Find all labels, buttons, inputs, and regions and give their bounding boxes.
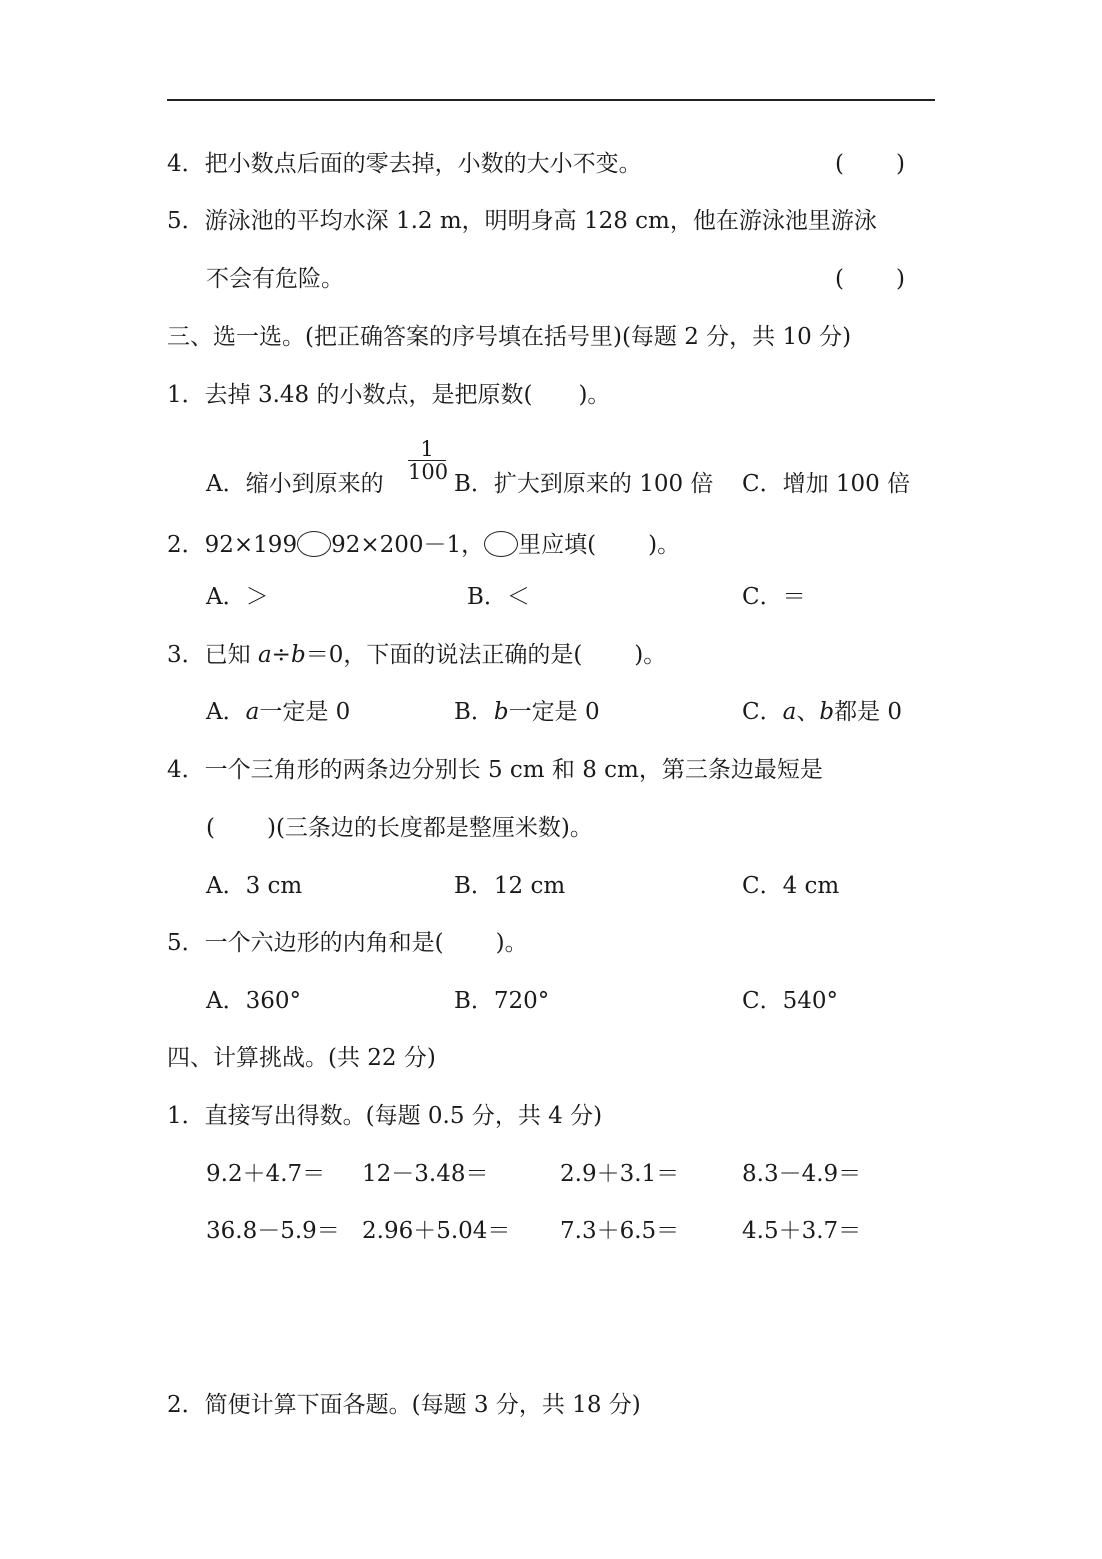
- mc4-option-b[interactable]: B．12 cm: [454, 873, 566, 899]
- top-rule: [167, 99, 935, 101]
- mc1-option-a[interactable]: A．缩小到原来的: [206, 471, 384, 497]
- mc5-option-b[interactable]: B．720°: [454, 988, 550, 1014]
- section-3-heading: 三、选一选。(把正确答案的序号填在括号里)(每题 2 分，共 10 分): [167, 324, 852, 350]
- mc-question-5: 5．一个六边形的内角和是( )。: [167, 930, 528, 956]
- mc-question-4: 4．一个三角形的两条边分别长 5 cm 和 8 cm，第三条边最短是: [167, 757, 823, 783]
- mc-question-4-line2: ( )(三条边的长度都是整厘米数)。: [206, 815, 593, 841]
- tf-question-5: 5．游泳池的平均水深 1.2 m，明明身高 128 cm，他在游泳池里游泳: [167, 208, 877, 234]
- mc4-option-c[interactable]: C．4 cm: [742, 873, 840, 899]
- mc2-option-b[interactable]: B．＜: [467, 584, 530, 610]
- calc-item[interactable]: 2.9＋3.1＝: [560, 1161, 680, 1187]
- mc4-option-a[interactable]: A．3 cm: [206, 873, 303, 899]
- mc5-option-c[interactable]: C．540°: [742, 988, 838, 1014]
- compare-circle[interactable]: [297, 531, 331, 557]
- calc-item[interactable]: 12－3.48＝: [362, 1161, 489, 1187]
- answer-paren-tf5[interactable]: ( ): [835, 266, 905, 292]
- mc-question-2: 2．92×199 92×200－1， 里应填( )。: [167, 532, 681, 558]
- calc-item[interactable]: 8.3－4.9＝: [742, 1161, 862, 1187]
- section-4-heading: 四、计算挑战。(共 22 分): [167, 1045, 436, 1071]
- tf-question-5-line2: 不会有危险。: [206, 266, 344, 292]
- calc-item[interactable]: 4.5＋3.7＝: [742, 1218, 862, 1244]
- calc-item[interactable]: 2.96＋5.04＝: [362, 1218, 511, 1244]
- mc2-option-a[interactable]: A．＞: [206, 584, 269, 610]
- mc5-option-a[interactable]: A．360°: [206, 988, 302, 1014]
- mc1-option-c[interactable]: C．增加 100 倍: [742, 471, 911, 497]
- answer-paren-tf4[interactable]: ( ): [835, 151, 905, 177]
- mc3-option-b[interactable]: B．b一定是 0: [454, 699, 600, 725]
- mc2-option-c[interactable]: C．＝: [742, 584, 806, 610]
- mc-question-1: 1．去掉 3.48 的小数点，是把原数( )。: [167, 382, 611, 408]
- calc-question-1: 1．直接写出得数。(每题 0.5 分，共 4 分): [167, 1103, 603, 1129]
- calc-item[interactable]: 7.3＋6.5＝: [560, 1218, 680, 1244]
- mc1-option-b[interactable]: B．扩大到原来的 100 倍: [454, 471, 714, 497]
- mc-question-3: 3．已知 a÷b＝0，下面的说法正确的是( )。: [167, 642, 667, 668]
- mc3-option-a[interactable]: A．a一定是 0: [206, 699, 351, 725]
- calc-item[interactable]: 36.8－5.9＝: [206, 1218, 340, 1244]
- fraction-one-hundredth: $\frac{1}{100}$: [408, 437, 449, 484]
- calc-question-2: 2．简便计算下面各题。(每题 3 分，共 18 分): [167, 1392, 641, 1418]
- calc-item[interactable]: 9.2＋4.7＝: [206, 1161, 326, 1187]
- tf-question-4: 4．把小数点后面的零去掉，小数的大小不变。: [167, 151, 642, 177]
- mc3-option-c[interactable]: C．a、b都是 0: [742, 699, 903, 725]
- circle-icon: [484, 531, 518, 557]
